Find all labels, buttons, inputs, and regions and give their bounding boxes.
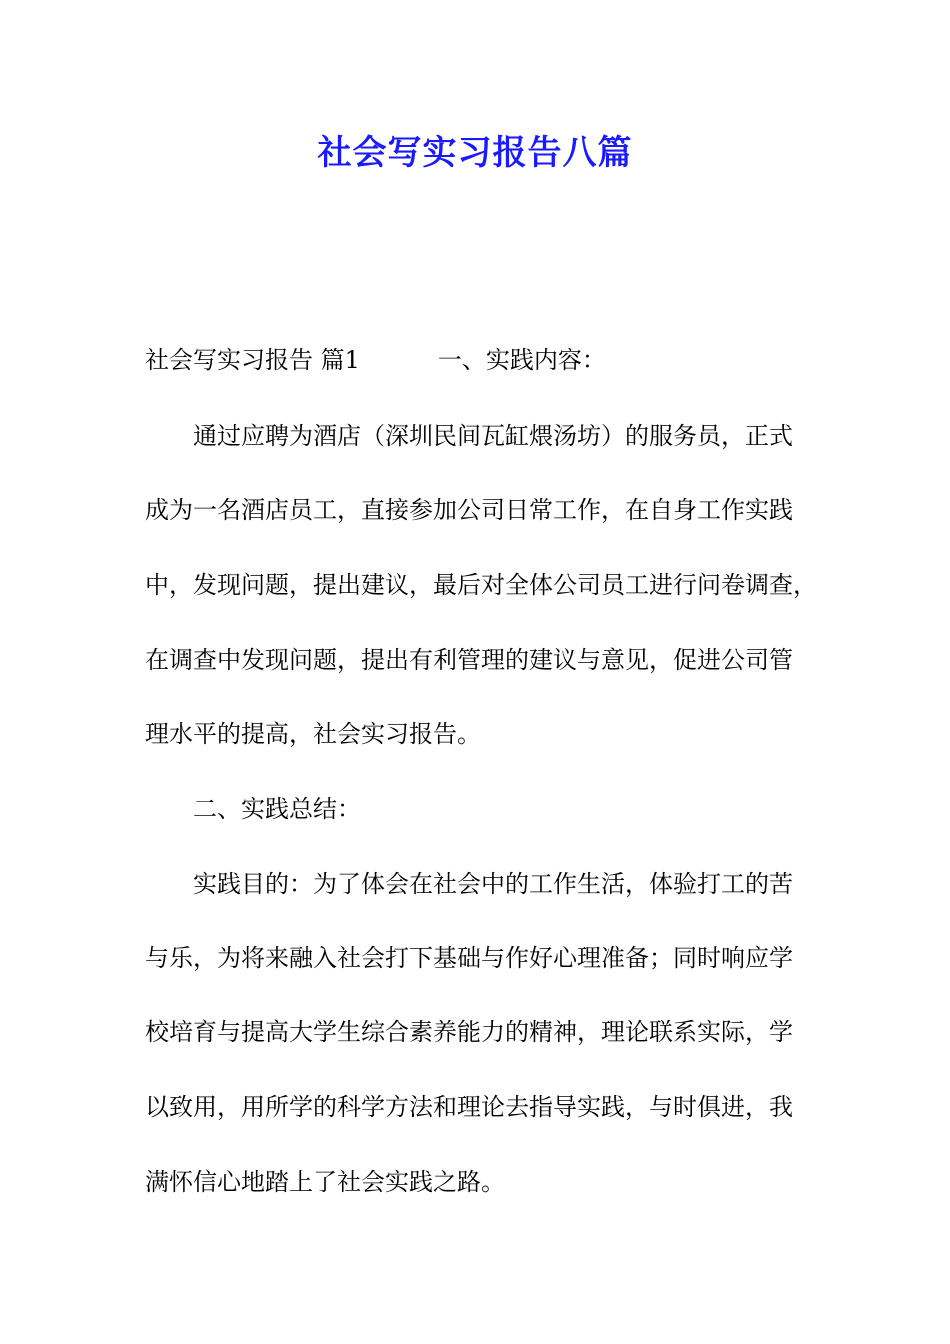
paragraph-line: 与乐，为将来融入社会打下基础与作好心理准备；同时响应学 <box>145 944 793 972</box>
paragraph-line: 实践目的：为了体会在社会中的工作生活，体验打工的苦 <box>193 870 793 898</box>
section-heading: 二、实践总结： <box>193 795 361 823</box>
document-title: 社会写实习报告八篇 <box>317 133 633 173</box>
paragraph-line: 满怀信心地踏上了社会实践之路。 <box>145 1168 505 1196</box>
paragraph-line: 在调查中发现问题，提出有利管理的建议与意见，促进公司管 <box>145 646 793 674</box>
paragraph-line: 成为一名酒店员工，直接参加公司日常工作，在自身工作实践 <box>145 496 793 524</box>
paragraph-line: 理水平的提高，社会实习报告。 <box>145 720 481 748</box>
section-heading-line <box>145 342 835 378</box>
paragraph-line: 中，发现问题，提出建议，最后对全体公司员工进行问卷调查， <box>145 571 817 599</box>
paragraph-line: 校培育与提高大学生综合素养能力的精神，理论联系实际，学 <box>145 1018 793 1046</box>
paragraph-line: 以致用，用所学的科学方法和理论去指导实践，与时俱进，我 <box>145 1093 793 1121</box>
paragraph-line: 通过应聘为酒店（深圳民间瓦缸煨汤坊）的服务员，正式 <box>193 422 793 450</box>
section-heading-subtitle: 一、实践内容： <box>437 346 606 374</box>
section-heading-label: 社会写实习报告 篇1 <box>145 346 360 374</box>
